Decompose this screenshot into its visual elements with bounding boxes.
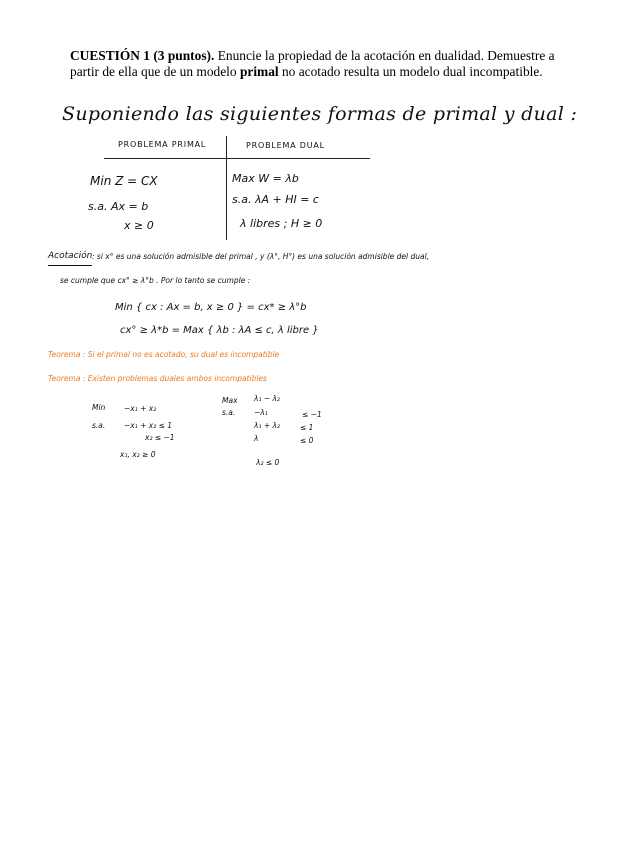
example-primal-nonneg: x₁, x₂ ≥ 0 (120, 450, 156, 459)
primal-constraint: s.a. Ax = b (88, 200, 149, 213)
dual-table-header: PROBLEMA DUAL (246, 141, 325, 150)
teorema-2: Teorema : Existen problemas duales ambos incompatibles (48, 374, 267, 383)
table-horizontal-rule (104, 158, 370, 159)
example-dual-row-1-lhs: −λ₁ (254, 408, 268, 417)
primal-objective: Min Z = CX (90, 174, 158, 188)
acotacion-line-1: : si x° es una solución admisible del primal , y (λ°, H°) es una solución admisible del dual, (92, 252, 430, 261)
question-heading: CUESTIÓN 1 (3 puntos). (70, 48, 215, 63)
example-dual-row-2-rhs: ≤ 1 (300, 423, 314, 432)
dual-variables: λ libres ; H ≥ 0 (240, 217, 323, 230)
primal-table-header: PROBLEMA PRIMAL (118, 140, 207, 149)
example-primal-constraint-2: x₂ ≤ −1 (145, 433, 175, 442)
example-dual-obj: λ₁ − λ₂ (254, 394, 280, 403)
formula-max: cx° ≥ λ*b = Max { λb : λA ≤ c, λ libre } (120, 325, 319, 336)
example-dual-row-1-rhs: ≤ −1 (302, 410, 322, 419)
acotacion-label: Acotación (48, 251, 93, 261)
acotacion-line-2: se cumple que cx° ≥ λ°b . Por lo tanto se cumple : (60, 276, 251, 285)
example-dual-row-2-lhs: λ₁ + λ₂ (254, 421, 280, 430)
question-text-1: Enuncie la propiedad de la acotación en dualidad. Demuestre a partir de ella que de un modelo (70, 48, 555, 79)
question-text-2: no acotado resulta un modelo dual incompatible. (278, 63, 543, 79)
example-primal-constraint-1: −x₁ + x₂ ≤ 1 (124, 421, 173, 430)
primal-nonnegativity: x ≥ 0 (124, 219, 154, 232)
question-primal-word: primal (239, 63, 279, 79)
table-vertical-rule (226, 136, 227, 240)
example-dual-row-3-lhs: λ (254, 434, 259, 443)
dual-objective: Max W = λb (232, 172, 299, 185)
example-primal-obj-label: Min (92, 403, 106, 412)
question-statement (70, 48, 570, 79)
example-primal-obj: −x₁ + x₂ (124, 404, 157, 413)
example-dual-row-4: λ₂ ≤ 0 (256, 458, 280, 467)
handwritten-title: Suponiendo las siguientes formas de primal y dual : (62, 103, 578, 125)
example-dual-st-label: s.a. (222, 408, 236, 417)
teorema-1: Teorema : Si el primal no es acotado, su dual es incompatible (48, 350, 280, 359)
dual-constraint: s.a. λA + HI = c (232, 193, 319, 206)
example-dual-obj-label: Max (222, 396, 238, 405)
example-primal-st-label: s.a. (92, 421, 106, 430)
acotacion-underline (48, 265, 92, 266)
example-dual-row-3-rhs: ≤ 0 (300, 436, 314, 445)
formula-min: Min { cx : Ax = b, x ≥ 0 } = cx* ≥ λ°b (115, 302, 307, 313)
